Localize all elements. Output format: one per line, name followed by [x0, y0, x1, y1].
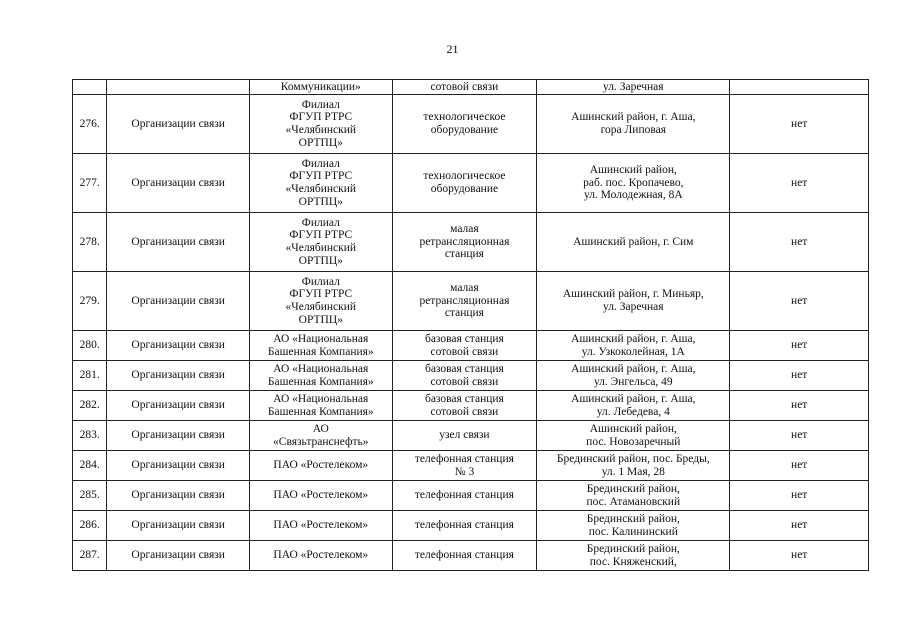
table-row [73, 391, 869, 421]
cell-num: 285. [73, 481, 107, 511]
cell-num: 284. [73, 451, 107, 481]
cell-num: 279. [73, 272, 107, 331]
cell-org: АО «Национальная Башенная Компания» [249, 361, 392, 391]
cell-num: 278. [73, 213, 107, 272]
cell-type: Организации связи [107, 95, 250, 154]
cell-type: Организации связи [107, 511, 250, 541]
cell-object: малая ретрансляционная станция [392, 272, 537, 331]
cell-org: ПАО «Ростелеком» [249, 451, 392, 481]
cell-org: ПАО «Ростелеком» [249, 511, 392, 541]
cell-type: Организации связи [107, 451, 250, 481]
cell-address: Ашинский район, г. Аша, ул. Лебедева, 4 [537, 391, 730, 421]
cell-org: Филиал ФГУП РТРС «Челябинский ОРТПЦ» [249, 95, 392, 154]
cell-note: нет [730, 272, 869, 331]
cell-num: 280. [73, 331, 107, 361]
cell-object: телефонная станция [392, 541, 537, 571]
cell-org: АО «Национальная Башенная Компания» [249, 331, 392, 361]
cell-note: нет [730, 391, 869, 421]
table-row [73, 361, 869, 391]
cell-object: сотовой связи [392, 80, 537, 95]
cell-num: 283. [73, 421, 107, 451]
cell-type: Организации связи [107, 541, 250, 571]
cell-address: Ашинский район, г. Аша, гора Липовая [537, 95, 730, 154]
cell-note: нет [730, 361, 869, 391]
table-row [73, 451, 869, 481]
cell-object: узел связи [392, 421, 537, 451]
cell-address: Брединский район, пос. Княженский, [537, 541, 730, 571]
cell-type: Организации связи [107, 331, 250, 361]
cell-object: телефонная станция № 3 [392, 451, 537, 481]
cell-address: ул. Заречная [537, 80, 730, 95]
page-number: 21 [446, 42, 459, 56]
cell-object: технологическое оборудование [392, 95, 537, 154]
table-row [73, 80, 869, 95]
cell-object: базовая станция сотовой связи [392, 391, 537, 421]
cell-note: нет [730, 511, 869, 541]
cell-note: нет [730, 95, 869, 154]
cell-num: 286. [73, 511, 107, 541]
cell-num: 287. [73, 541, 107, 571]
cell-address: Брединский район, пос. Бреды, ул. 1 Мая, 28 [537, 451, 730, 481]
cell-num [73, 80, 107, 95]
registry-table [72, 79, 869, 571]
table-row [73, 481, 869, 511]
cell-address: Ашинский район, г. Аша, ул. Энгельса, 49 [537, 361, 730, 391]
cell-num: 281. [73, 361, 107, 391]
table-row [73, 511, 869, 541]
cell-object: телефонная станция [392, 511, 537, 541]
cell-type: Организации связи [107, 213, 250, 272]
cell-type: Организации связи [107, 391, 250, 421]
cell-type: Организации связи [107, 361, 250, 391]
cell-address: Ашинский район, г. Сим [537, 213, 730, 272]
cell-type [107, 80, 250, 95]
cell-type: Организации связи [107, 481, 250, 511]
cell-num: 277. [73, 154, 107, 213]
cell-org: ПАО «Ростелеком» [249, 541, 392, 571]
cell-object: базовая станция сотовой связи [392, 361, 537, 391]
cell-address: Брединский район, пос. Калининский [537, 511, 730, 541]
cell-address: Ашинский район, пос. Новозаречный [537, 421, 730, 451]
cell-org: Коммуникации» [249, 80, 392, 95]
table-row [73, 421, 869, 451]
table-row [73, 95, 869, 154]
cell-note: нет [730, 421, 869, 451]
table-row [73, 154, 869, 213]
cell-type: Организации связи [107, 272, 250, 331]
cell-num: 276. [73, 95, 107, 154]
cell-note: нет [730, 331, 869, 361]
table-row [73, 213, 869, 272]
table-row [73, 331, 869, 361]
table-row [73, 541, 869, 571]
cell-type: Организации связи [107, 154, 250, 213]
cell-object: телефонная станция [392, 481, 537, 511]
cell-type: Организации связи [107, 421, 250, 451]
cell-object: технологическое оборудование [392, 154, 537, 213]
cell-org: Филиал ФГУП РТРС «Челябинский ОРТПЦ» [249, 213, 392, 272]
cell-address: Ашинский район, раб. пос. Кропачево, ул. Молодежная, 8А [537, 154, 730, 213]
cell-object: малая ретрансляционная станция [392, 213, 537, 272]
cell-address: Брединский район, пос. Атамановский [537, 481, 730, 511]
table-row [73, 272, 869, 331]
cell-note: нет [730, 213, 869, 272]
cell-org: Филиал ФГУП РТРС «Челябинский ОРТПЦ» [249, 272, 392, 331]
cell-note: нет [730, 481, 869, 511]
cell-note: нет [730, 541, 869, 571]
cell-num: 282. [73, 391, 107, 421]
cell-address: Ашинский район, г. Аша, ул. Узкоколейная, 1А [537, 331, 730, 361]
cell-org: АО «Связьтранснефть» [249, 421, 392, 451]
cell-object: базовая станция сотовой связи [392, 331, 537, 361]
cell-org: АО «Национальная Башенная Компания» [249, 391, 392, 421]
cell-address: Ашинский район, г. Миньяр, ул. Заречная [537, 272, 730, 331]
cell-org: Филиал ФГУП РТРС «Челябинский ОРТПЦ» [249, 154, 392, 213]
cell-note: нет [730, 154, 869, 213]
cell-note: нет [730, 451, 869, 481]
cell-org: ПАО «Ростелеком» [249, 481, 392, 511]
cell-note [730, 80, 869, 95]
